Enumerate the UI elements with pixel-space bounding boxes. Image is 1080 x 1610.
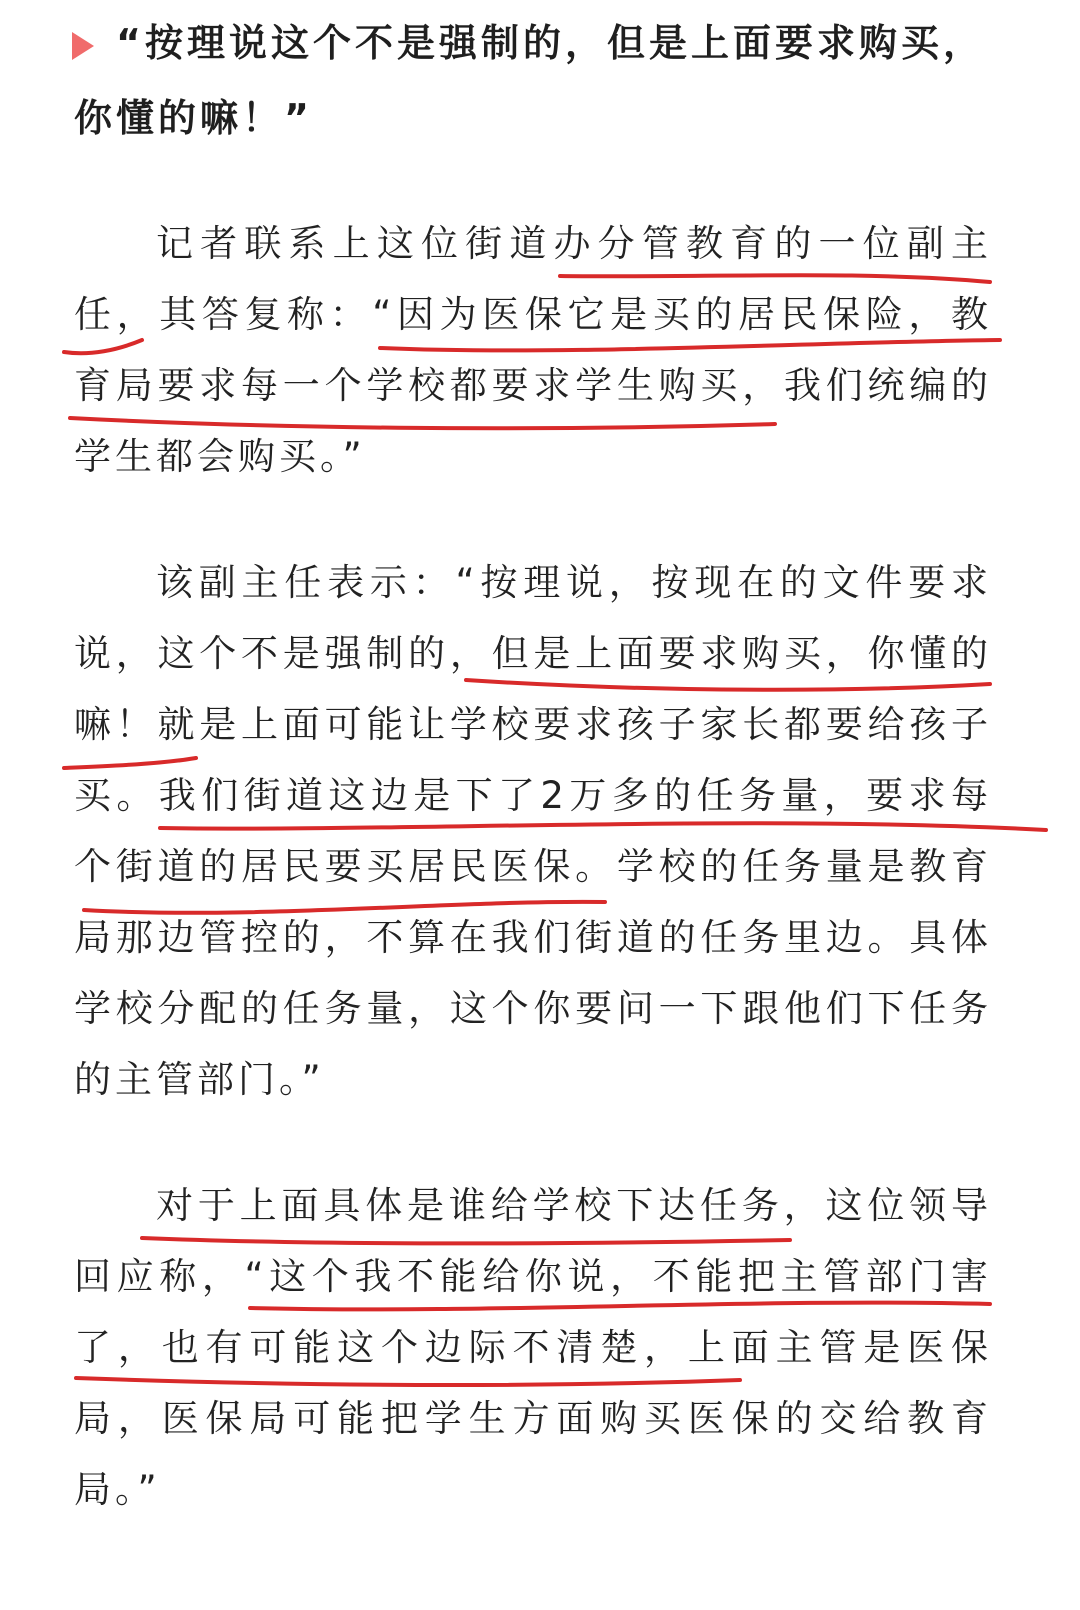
paragraph-deputy-director-reply: 记者联系上这位街道办分管教育的一位副主任，其答复称：“因为医保它是买的居民保险，教育局要求每一个学校都要求学生购买，我们统编的学生都会购买。” <box>74 222 992 478</box>
section-heading: “按理说这个不是强制的，但是上面要求购买，你懂的嘛！” <box>74 21 985 140</box>
paragraph-deputy-director-statement: 该副主任表示：“按理说，按现在的文件要求说，这个不是强制的，但是上面要求购买，你懂的嘛！就是上面可能让学校要求孩子家长都要给孩子买。我们街道这边是下了2万多的任务量，要求每个街道的居民要买居民医保。学校的任务量是教育局那边管控的，不算在我们街道的任务里边。具体学校分配的任务量，这个你要问一下跟他们下任务的主管部门。” <box>74 561 992 1101</box>
paragraph-leader-response: 对于上面具体是谁给学校下达任务，这位领导回应称，“这个我不能给你说，不能把主管部门害了，也有可能这个边际不清楚，上面主管是医保局，医保局可能把学生方面购买医保的交给教育局。” <box>74 1184 992 1511</box>
